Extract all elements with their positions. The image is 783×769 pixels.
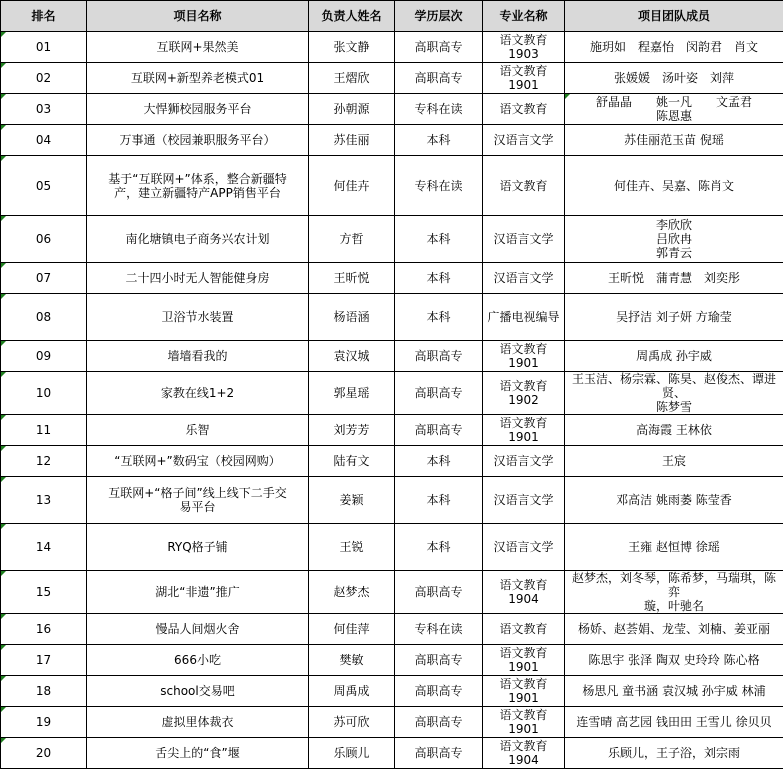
members-cell[interactable]: 舒晶晶 姚一凡 文孟君 陈恩惠 xyxy=(565,94,783,125)
members-cell[interactable]: 周禹成 孙宇威 xyxy=(565,341,783,372)
leader-cell[interactable]: 赵梦杰 xyxy=(309,571,395,614)
cell-marker-icon xyxy=(1,94,6,99)
rank-cell[interactable]: 10 xyxy=(1,372,87,415)
cell-marker-icon xyxy=(1,738,6,743)
rank-cell[interactable]: 17 xyxy=(1,645,87,676)
education-cell[interactable]: 专科在读 xyxy=(395,94,483,125)
cell-marker-icon xyxy=(1,415,6,420)
education-cell[interactable]: 高职高专 xyxy=(395,707,483,738)
education-cell[interactable]: 本科 xyxy=(395,263,483,294)
major-cell[interactable]: 汉语言文学 xyxy=(483,216,565,263)
leader-cell[interactable]: 袁汉城 xyxy=(309,341,395,372)
leader-cell[interactable]: 周禹成 xyxy=(309,676,395,707)
members-cell[interactable]: 杨思凡 童书涵 袁汉城 孙宇威 林浦 xyxy=(565,676,783,707)
rank-cell[interactable]: 01 xyxy=(1,32,87,63)
project-name-cell[interactable]: “互联网+”数码宝（校园网购） xyxy=(87,446,309,477)
project-name-cell[interactable]: 互联网+新型养老模式01 xyxy=(87,63,309,94)
education-cell[interactable]: 专科在读 xyxy=(395,614,483,645)
rank-cell[interactable]: 13 xyxy=(1,477,87,524)
cell-marker-icon xyxy=(1,263,6,268)
education-cell[interactable]: 本科 xyxy=(395,216,483,263)
leader-cell[interactable]: 王熠欣 xyxy=(309,63,395,94)
major-cell[interactable]: 语文教育 xyxy=(483,94,565,125)
major-cell[interactable]: 语文教育1904 xyxy=(483,571,565,614)
table-row xyxy=(1,63,783,94)
rank-cell[interactable]: 05 xyxy=(1,156,87,216)
members-cell[interactable]: 王昕悦 蒲青慧 刘奕彤 xyxy=(565,263,783,294)
major-cell[interactable]: 语文教育 xyxy=(483,614,565,645)
table-row xyxy=(1,263,783,294)
members-cell[interactable]: 苏佳丽范玉苗 倪瑶 xyxy=(565,125,783,156)
major-cell[interactable]: 语文教育1904 xyxy=(483,738,565,769)
project-name-cell[interactable]: 万事通（校园兼职服务平台） xyxy=(87,125,309,156)
header-major: 专业名称 xyxy=(483,1,565,32)
education-cell[interactable]: 本科 xyxy=(395,294,483,341)
leader-cell[interactable]: 何佳萍 xyxy=(309,614,395,645)
rank-cell[interactable]: 08 xyxy=(1,294,87,341)
project-name-cell[interactable]: 乐智 xyxy=(87,415,309,446)
cell-marker-icon xyxy=(1,216,6,221)
education-cell[interactable]: 高职高专 xyxy=(395,571,483,614)
members-cell[interactable]: 王雍 赵恒博 徐瑶 xyxy=(565,524,783,571)
major-cell[interactable]: 汉语言文学 xyxy=(483,263,565,294)
members-cell[interactable]: 李欣欣 吕欣冉 郭青云 xyxy=(565,216,783,263)
leader-cell[interactable]: 张文静 xyxy=(309,32,395,63)
rank-cell[interactable]: 04 xyxy=(1,125,87,156)
rank-cell[interactable]: 02 xyxy=(1,63,87,94)
table-row xyxy=(1,294,783,341)
cell-marker-icon xyxy=(1,707,6,712)
education-cell[interactable]: 高职高专 xyxy=(395,415,483,446)
education-cell[interactable]: 专科在读 xyxy=(395,156,483,216)
cell-marker-icon xyxy=(1,524,6,529)
table-row xyxy=(1,125,783,156)
header-leader: 负责人姓名 xyxy=(309,1,395,32)
rank-cell[interactable]: 11 xyxy=(1,415,87,446)
project-name-cell[interactable]: 墙墙看我的 xyxy=(87,341,309,372)
header-row xyxy=(1,1,783,32)
leader-cell[interactable]: 苏佳丽 xyxy=(309,125,395,156)
leader-cell[interactable]: 乐顾儿 xyxy=(309,738,395,769)
leader-cell[interactable]: 陆有文 xyxy=(309,446,395,477)
rank-cell[interactable]: 09 xyxy=(1,341,87,372)
table-row xyxy=(1,707,783,738)
major-cell[interactable]: 语文教育1901 xyxy=(483,676,565,707)
rank-cell[interactable]: 18 xyxy=(1,676,87,707)
education-cell[interactable]: 高职高专 xyxy=(395,372,483,415)
education-cell[interactable]: 高职高专 xyxy=(395,738,483,769)
education-cell[interactable]: 高职高专 xyxy=(395,63,483,94)
leader-cell[interactable]: 王昕悦 xyxy=(309,263,395,294)
cell-marker-icon xyxy=(565,94,570,99)
members-cell[interactable]: 何佳卉、吴嘉、陈肖文 xyxy=(565,156,783,216)
leader-cell[interactable]: 樊敏 xyxy=(309,645,395,676)
major-cell[interactable]: 语文教育1902 xyxy=(483,372,565,415)
members-cell[interactable]: 吴抒洁 刘子妍 方瑜莹 xyxy=(565,294,783,341)
project-name-cell[interactable]: school交易吧 xyxy=(87,676,309,707)
members-cell[interactable]: 张媛媛 汤叶姿 刘萍 xyxy=(565,63,783,94)
table-row xyxy=(1,645,783,676)
major-cell[interactable]: 语文教育1901 xyxy=(483,415,565,446)
rank-cell[interactable]: 14 xyxy=(1,524,87,571)
table-row xyxy=(1,94,783,125)
leader-cell[interactable]: 方哲 xyxy=(309,216,395,263)
rank-cell[interactable]: 06 xyxy=(1,216,87,263)
leader-cell[interactable]: 苏可欣 xyxy=(309,707,395,738)
project-name-cell[interactable]: 慢品人间烟火舍 xyxy=(87,614,309,645)
project-name-cell[interactable]: 互联网+果然美 xyxy=(87,32,309,63)
major-cell[interactable]: 汉语言文学 xyxy=(483,477,565,524)
cell-marker-icon xyxy=(1,294,6,299)
rank-cell[interactable]: 15 xyxy=(1,571,87,614)
project-name-cell[interactable]: 互联网+“格子间”线上线下二手交 易平台 xyxy=(87,477,309,524)
education-cell[interactable]: 本科 xyxy=(395,524,483,571)
project-name-cell[interactable]: 舌尖上的“食”堰 xyxy=(87,738,309,769)
members-cell[interactable]: 王玉洁、杨宗霖、陈昊、赵俊杰、谭进贤、 陈梦雪 xyxy=(565,372,783,415)
members-cell[interactable]: 乐顾儿，王子浴，刘宗雨 xyxy=(565,738,783,769)
table-row xyxy=(1,524,783,571)
rank-cell[interactable]: 07 xyxy=(1,263,87,294)
rank-cell[interactable]: 20 xyxy=(1,738,87,769)
leader-cell[interactable]: 刘芳芳 xyxy=(309,415,395,446)
major-cell[interactable]: 广播电视编导 xyxy=(483,294,565,341)
cell-marker-icon xyxy=(1,477,6,482)
major-cell[interactable]: 语文教育1901 xyxy=(483,63,565,94)
cell-marker-icon xyxy=(1,125,6,130)
table-row xyxy=(1,446,783,477)
cell-marker-icon xyxy=(1,63,6,68)
leader-cell[interactable]: 王锐 xyxy=(309,524,395,571)
project-name-cell[interactable]: 大悍狮校园服务平台 xyxy=(87,94,309,125)
project-name-cell[interactable]: 卫浴节水装置 xyxy=(87,294,309,341)
leader-cell[interactable]: 何佳卉 xyxy=(309,156,395,216)
members-cell[interactable]: 邓高洁 姚雨萎 陈莹香 xyxy=(565,477,783,524)
education-cell[interactable]: 本科 xyxy=(395,446,483,477)
major-cell[interactable]: 语文教育1901 xyxy=(483,707,565,738)
table-row xyxy=(1,341,783,372)
project-name-cell[interactable]: 二十四小时无人智能健身房 xyxy=(87,263,309,294)
members-cell[interactable]: 杨娇、赵荟娟、龙莹、刘楠、姜亚丽 xyxy=(565,614,783,645)
table-row xyxy=(1,571,783,614)
project-name-cell[interactable]: 湖北“非遗”推广 xyxy=(87,571,309,614)
members-cell[interactable]: 施玥如 程嘉怡 闵韵君 肖文 xyxy=(565,32,783,63)
cell-marker-icon xyxy=(1,446,6,451)
members-cell[interactable]: 赵梦杰，刘冬琴，陈希梦，马瑞琪，陈弈 璇，叶驰名 xyxy=(565,571,783,614)
project-name-cell[interactable]: 基于“互联网+”体系，整合新疆特 产，建立新疆特产APP销售平台 xyxy=(87,156,309,216)
header-project-name: 项目名称 xyxy=(87,1,309,32)
education-cell[interactable]: 高职高专 xyxy=(395,341,483,372)
major-cell[interactable]: 语文教育1901 xyxy=(483,645,565,676)
project-name-cell[interactable]: 虚拟里体裁衣 xyxy=(87,707,309,738)
major-cell[interactable]: 汉语言文学 xyxy=(483,446,565,477)
header-members: 项目团队成员 xyxy=(565,1,783,32)
cell-marker-icon xyxy=(1,32,6,37)
cell-marker-icon xyxy=(1,571,6,576)
header-education: 学历层次 xyxy=(395,1,483,32)
leader-cell[interactable]: 郭星瑶 xyxy=(309,372,395,415)
cell-marker-icon xyxy=(1,614,6,619)
major-cell[interactable]: 语文教育 xyxy=(483,156,565,216)
education-cell[interactable]: 高职高专 xyxy=(395,32,483,63)
cell-marker-icon xyxy=(1,156,6,161)
project-name-cell[interactable]: 家教在线1+2 xyxy=(87,372,309,415)
table-row xyxy=(1,477,783,524)
project-name-cell[interactable]: 南化塘镇电子商务兴农计划 xyxy=(87,216,309,263)
major-cell[interactable]: 语文教育1903 xyxy=(483,32,565,63)
header-rank: 排名 xyxy=(1,1,87,32)
cell-marker-icon xyxy=(1,372,6,377)
major-cell[interactable]: 语文教育1901 xyxy=(483,341,565,372)
education-cell[interactable]: 高职高专 xyxy=(395,645,483,676)
table-row xyxy=(1,676,783,707)
rank-cell[interactable]: 12 xyxy=(1,446,87,477)
rank-cell[interactable]: 16 xyxy=(1,614,87,645)
table-row xyxy=(1,738,783,769)
project-name-cell[interactable]: 666小吃 xyxy=(87,645,309,676)
members-cell[interactable]: 高海霞 王林依 xyxy=(565,415,783,446)
cell-marker-icon xyxy=(1,645,6,650)
education-cell[interactable]: 本科 xyxy=(395,125,483,156)
members-cell[interactable]: 陈思宇 张泽 陶双 史玲玲 陈心格 xyxy=(565,645,783,676)
leader-cell[interactable]: 杨语涵 xyxy=(309,294,395,341)
education-cell[interactable]: 本科 xyxy=(395,477,483,524)
table-row xyxy=(1,32,783,63)
members-cell[interactable]: 王宸 xyxy=(565,446,783,477)
cell-marker-icon xyxy=(1,341,6,346)
table-row xyxy=(1,216,783,263)
table-row xyxy=(1,372,783,415)
major-cell[interactable]: 汉语言文学 xyxy=(483,524,565,571)
table-row xyxy=(1,614,783,645)
cell-marker-icon xyxy=(1,676,6,681)
leader-cell[interactable]: 姜颖 xyxy=(309,477,395,524)
major-cell[interactable]: 汉语言文学 xyxy=(483,125,565,156)
rank-cell[interactable]: 19 xyxy=(1,707,87,738)
rank-cell[interactable]: 03 xyxy=(1,94,87,125)
education-cell[interactable]: 高职高专 xyxy=(395,676,483,707)
project-name-cell[interactable]: RYQ格子铺 xyxy=(87,524,309,571)
table-row xyxy=(1,156,783,216)
leader-cell[interactable]: 孙朝源 xyxy=(309,94,395,125)
table-row xyxy=(1,415,783,446)
members-cell[interactable]: 连雪晴 高艺园 钱田田 王雪儿 徐贝贝 xyxy=(565,707,783,738)
